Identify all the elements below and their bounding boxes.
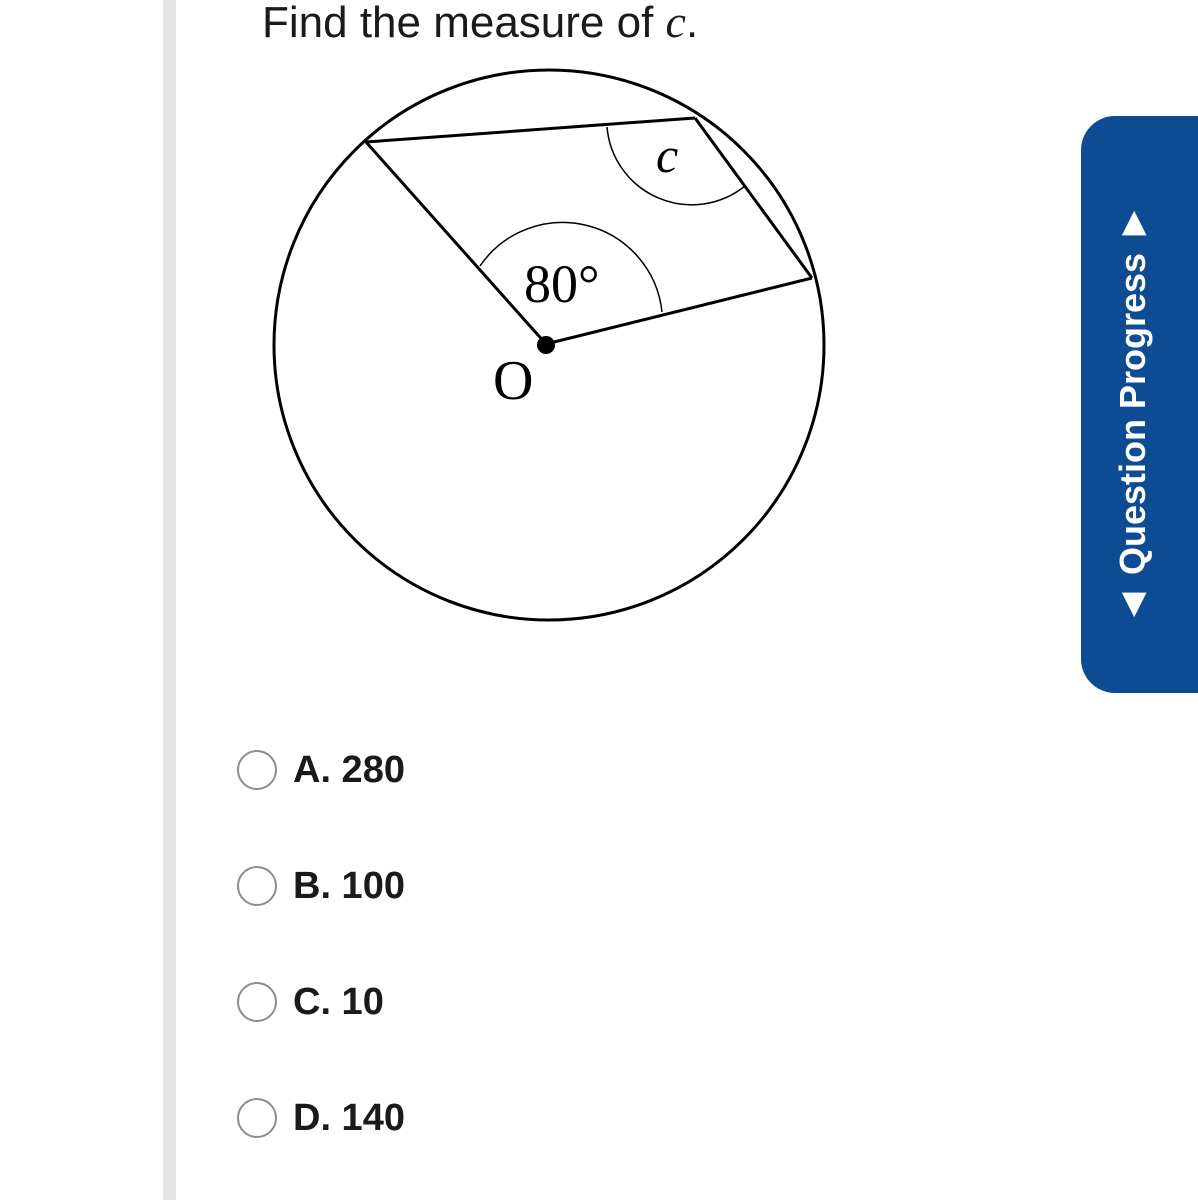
question-prompt [262, 0, 698, 49]
question-progress-content [1103, 184, 1163, 644]
radio-button[interactable] [237, 982, 277, 1022]
question-prefix: Find the measure of [262, 0, 666, 47]
radio-button[interactable] [237, 866, 277, 906]
question-progress-inner [1103, 184, 1198, 644]
choice-a[interactable] [237, 748, 405, 792]
triangle-right-icon: ▶ [1116, 211, 1149, 235]
radio-button[interactable] [237, 1098, 277, 1138]
chord-top [366, 118, 695, 142]
question-suffix: . [685, 0, 699, 47]
circle-diagram [262, 62, 838, 632]
question-progress-label: Question Progress [1112, 252, 1153, 576]
question-progress-tab[interactable] [1081, 116, 1198, 693]
center-label: O [493, 350, 534, 412]
choice-label: C. 10 [293, 981, 384, 1023]
central-angle-label: 80° [524, 254, 600, 314]
triangle-left-icon: ◀ [1116, 593, 1149, 617]
choice-c[interactable] [237, 980, 384, 1024]
radius-left [366, 142, 546, 344]
choice-label: B. 100 [293, 865, 405, 907]
question-variable: c [665, 0, 686, 47]
choice-b[interactable] [237, 864, 405, 908]
inscribed-angle-label: c [656, 127, 679, 183]
choice-label: D. 140 [293, 1097, 405, 1139]
chord-right [695, 118, 812, 278]
left-rail [163, 0, 176, 1200]
choice-d[interactable] [237, 1096, 405, 1140]
radio-button[interactable] [237, 750, 277, 790]
center-point [537, 336, 555, 354]
choice-label: A. 280 [293, 749, 405, 791]
